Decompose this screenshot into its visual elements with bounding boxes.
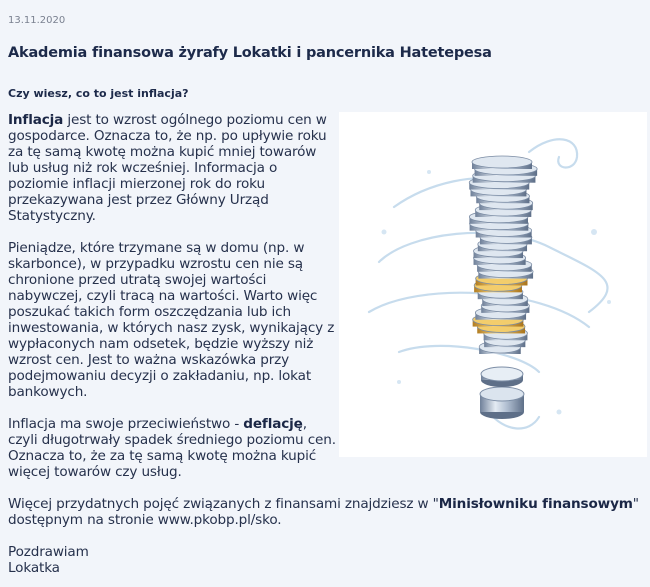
article-date: 13.11.2020 <box>8 15 66 26</box>
paragraph-text: Inflacja ma swoje przeciwieństwo - <box>8 416 244 432</box>
coin-top <box>472 156 532 168</box>
term-inflation: Inflacja <box>8 112 64 128</box>
paragraph-inflation <box>8 112 340 224</box>
paragraph-dictionary <box>8 496 648 528</box>
dictionary-link-text: Minisłowniku finansowym <box>438 496 633 512</box>
paragraph-deflation <box>8 416 340 480</box>
article-subtitle: Czy wiesz, co to jest inflacja? <box>8 87 189 100</box>
coin-stack-icon <box>339 112 647 457</box>
term-deflation: deflację <box>243 416 303 432</box>
signature: Lokatka <box>8 560 60 576</box>
article-title: Akademia finansowa żyrafy Lokatki i pancernika Hatetepesa <box>8 45 492 61</box>
coin-exclamation-illustration <box>339 112 647 457</box>
paragraph-text: jest to wzrost ogólnego poziomu cen w gospodarce. Oznacza to, że np. po upływie roku za tę samą kwotę można kupić mniej towarów lub usług niż rok wcześniej. Informacja o poziomie inflacji mierzonej rok do roku przekazywana jest przez Główny Urząd Statystyczny. <box>8 112 327 224</box>
paragraph-text: , czyli długotrwały spadek średniego poziomu cen. Oznacza to, że za tę samą kwotę można kupić więcej towarów czy usług. <box>8 416 336 480</box>
paragraph-text: " dostępnym na stronie www.pkobp.pl/sko. <box>8 496 639 528</box>
paragraph-savings: Pieniądze, które trzymane są w domu (np. w skarbonce), w przypadku wzrostu cen nie są chronione przed utratą swojej wartości nabywczej, czyli tracą na wartości. Warto więc poszukać takich form oszczędzania lub ich inwestowania, w których nasz zysk, wynikający z wypłaconych nam odsetek, będzie wyższy niż wzrost cen. Jest to ważna wskazówka przy podejmowaniu decyzji o zakładaniu, np. lokat bankowych. <box>8 240 335 400</box>
paragraph-text: Więcej przydatnych pojęć związanych z finansami znajdziesz w " <box>8 496 439 512</box>
greeting: Pozdrawiam <box>8 544 89 560</box>
article-body <box>8 112 340 496</box>
